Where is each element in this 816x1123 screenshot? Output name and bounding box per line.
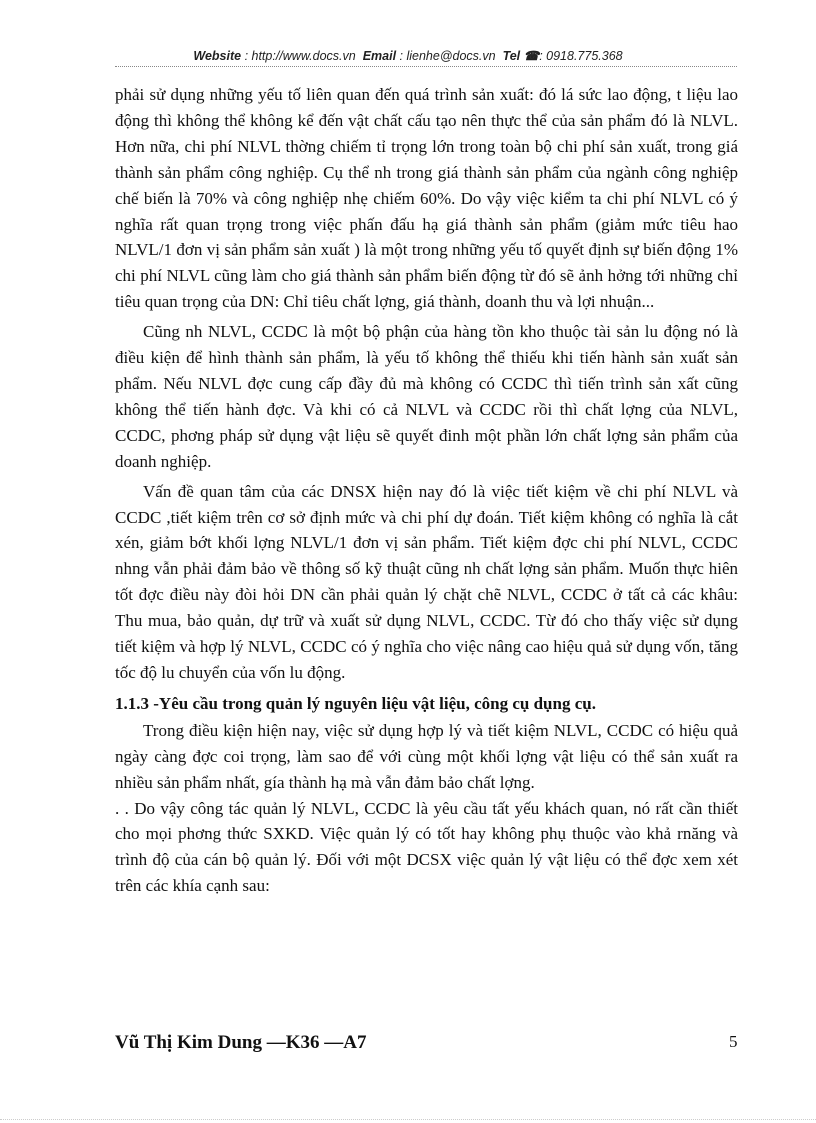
paragraph-2: Cũng nh NLVL, CCDC là một bộ phận của hàng tồn kho thuộc tài sản lu động nó là điều kiện để hình thành sản phẩm, là yếu tố không thể thiếu khi tiến hành sản xuất sản phẩm. Nếu NLVL đợc cung cấp đầy đủ mà không có CCDC thì tiến trình sản xất cũng không thể tiến hành đợc. Và khi có cả NLVL và CCDC rồi thì chất lợng của NLVL, CCDC, phơng pháp sử dụng vật liệu sẽ quyết đinh một phần lớn chất lợng sản phẩm của doanh nghiệp.: [115, 322, 738, 471]
document-body: [115, 82, 738, 899]
footer-author: Vũ Thị Kim Dung —K36 —A7: [115, 1032, 367, 1053]
tel-label: Tel ☎: [502, 49, 540, 63]
paragraph-5: . . Do vậy công tác quản lý NLVL, CCDC là yêu cầu tất yếu khách quan, nó rất cần thiết cho mọi phơng thức SXKD. Việc quản lý có tốt hay không phụ thuộc vào khả rnăng và trình độ của cán bộ quản lý. Đối với một DCSX việc quản lý vật liệu có thể đợc xem xét trên các khía cạnh sau:: [115, 798, 738, 896]
section-heading: 1.1.3 -Yêu cầu trong quản lý nguyên liệu vật liệu, công cụ dụng cụ.: [115, 693, 596, 713]
website-label: Website: [193, 49, 242, 63]
tel-value: : 0918.775.368: [539, 49, 623, 63]
page-number: 5: [729, 1032, 738, 1051]
email-value: : lienhe@docs.vn: [399, 49, 496, 63]
email-label: Email: [362, 49, 397, 63]
paragraph-4: Trong điều kiện hiện nay, việc sử dụng hợp lý và tiết kiệm NLVL, CCDC có hiệu quả ngày càng đợc coi trọng, làm sao để với cùng một khối lợng vật liệu có thể sản xuất ra nhiều sản phẩm nhất, gía thành hạ mà vẫn đảm bảo chất lợng.: [115, 720, 738, 792]
page-header: [0, 48, 816, 63]
header-divider: [115, 66, 737, 67]
footer-divider: [0, 1119, 816, 1120]
paragraph-3: Vấn đề quan tâm của các DNSX hiện nay đó là việc tiết kiệm về chi phí NLVL và CCDC ,tiết kiệm trên cơ sở định mức và chi phí dự đoán. Tiết kiệm không có nghĩa là cắt xén, giảm bớt khối lợng NLVL/1 đơn vị sản phẩm. Tiết kiệm đợc chi phí NLVL, CCDC nhng vẫn phải đảm bảo về thông số kỹ thuật cũng nh chất lợng sản phẩm. Muốn thực hiên tốt đợc điều này đòi hỏi DN cần phải quản lý chặt chẽ NLVL, CCDC ở tất cả các khâu: Thu mua, bảo quản, dự trữ và xuất sử dụng NLVL, CCDC. Từ đó cho thấy việc sử dụng tiết kiệm và hợp lý NLVL, CCDC có ý nghĩa cho việc nâng cao hiệu quả sử dụng vốn, tăng tốc độ lu chuyển của vốn lu động.: [115, 481, 738, 682]
website-value: : http://www.docs.vn: [244, 49, 356, 63]
paragraph-1: phải sử dụng những yếu tố liên quan đến quá trình sản xuất: đó lá sức lao động, t liệu lao động thì không thể không kể đến vật chất cấu tạo nên thực thể của sản phẩm đó là NLVL. Hơn nữa, chi phí NLVL thờng chiếm tỉ trọng lớn trong toàn bộ chi phí sản xuất, trong giá thành sản phẩm công nghiệp. Cụ thể nh trong giá thành sản phẩm của ngành công nghiệp chế biến là 70% và công nghiệp nhẹ chiếm 60%. Do vậy việc kiểm ta chi phí NLVL có ý nghĩa rất quan trọng trong việc phấn đấu hạ giá thành sản phẩm (giảm mức tiêu hao NLVL/1 đơn vị sản phẩm sản xuất ) là một trong những yếu tố quyết định sự biến động 1% chi phí NLVL cũng làm cho giá thành sản phẩm biến động từ đó sẽ ảnh hởng tới những chỉ tiêu quan trọng của DN: Chỉ tiêu chất lợng, giá thành, doanh thu và lợi nhuận...: [115, 85, 738, 312]
